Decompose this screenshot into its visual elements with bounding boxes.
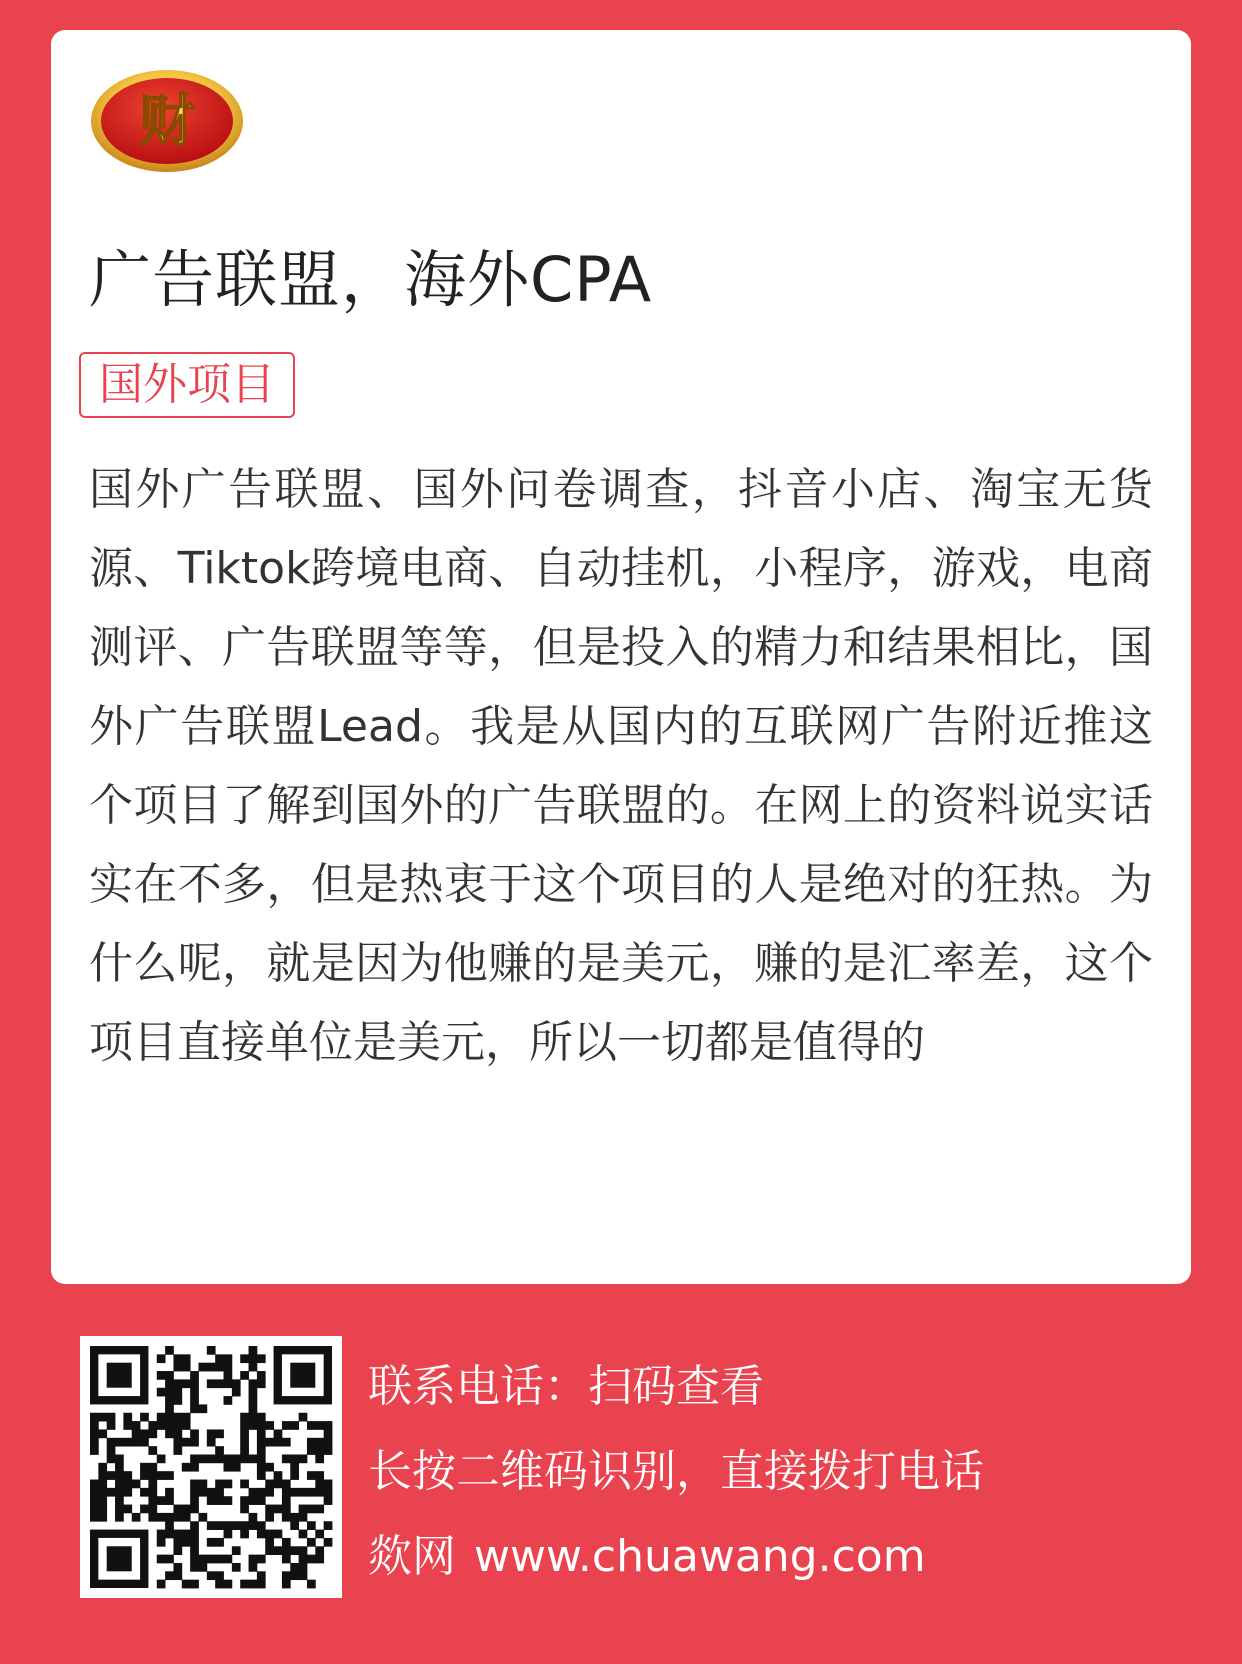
qr-code-icon[interactable] [80, 1336, 342, 1598]
wealth-logo-icon [89, 68, 245, 174]
content-card [51, 30, 1191, 1284]
site-info [368, 1520, 926, 1584]
qr-instruction: 长按二维码识别，直接拨打电话 [368, 1446, 984, 1497]
category-tag[interactable]: 国外项目 [79, 352, 295, 418]
site-url[interactable]: www.chuawang.com [474, 1531, 926, 1582]
logo-character: 财 [139, 88, 195, 154]
article-body: 国外广告联盟、国外问卷调查，抖音小店、淘宝无货源、Tiktok跨境电商、自动挂机，小程序，游戏，电商测评、广告联盟等等，但是投入的精力和结果相比，国外广告联盟Lead。我是从国内的互联网广告附近推这个项目了解到国外的广告联盟的。在网上的资料说实话实在不多，但是热衷于这个项目的人是绝对的狂热。为什么呢，就是因为他赚的是美元，赚的是汇率差，这个项目直接单位是美元，所以一切都是值得的 [89, 464, 1153, 1068]
site-name: 欻网 [368, 1531, 456, 1582]
page-title: 广告联盟，海外CPA [89, 243, 653, 316]
contact-phone-line: 联系电话：扫码查看 [368, 1361, 764, 1412]
